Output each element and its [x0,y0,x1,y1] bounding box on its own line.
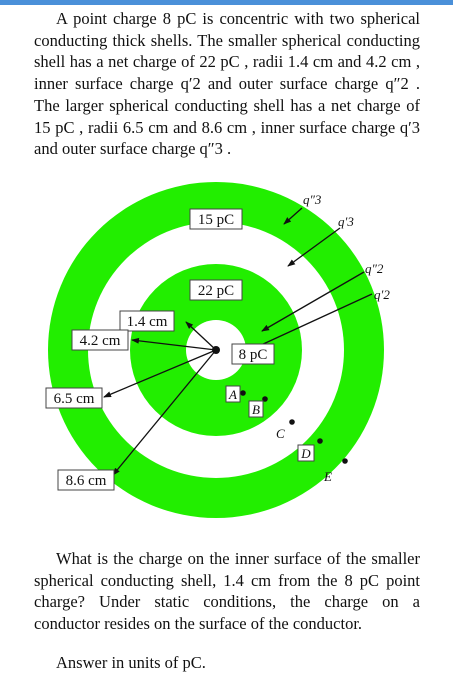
point-e-dot [342,458,348,464]
q3-outer-label: q″3 [303,192,322,207]
point-c-dot [289,419,295,425]
answer-units: Answer in units of pC. [56,653,206,672]
q2-outer-label: q″2 [365,261,384,276]
point-a-label: A [229,387,237,402]
inner-shell-charge-label: 22 pC [197,283,235,299]
point-e-label: E [324,469,332,484]
point-d-label: D [301,446,311,461]
outer-shell-charge-label: 15 pC [197,212,235,228]
q3-inner-label: q′3 [338,214,354,229]
r1-label: 1.4 cm [126,314,168,330]
point-b-label: B [252,402,260,417]
r3-label: 6.5 cm [53,391,95,407]
point-a-dot [240,390,246,396]
point-d-dot [317,438,323,444]
question-text: What is the charge on the inner surface of the smaller spherical conducting shell, 1.4 cm from the 8 pC point charge? Under static conditions, the charge on a conductor resides on the surface of the conductor. [34,549,420,634]
r4-label: 8.6 cm [65,473,107,489]
problem-intro: A point charge 8 pC is concentric with two spherical conducting thick shells. The smaller spherical conducting shell has a net charge of 22 pC , radii 1.4 cm and 4.2 cm , inner surface charge q′2 and outer surface charge q″2 . The larger spherical conducting shell has a net charge of 15 pC , radii 6.5 cm and 8.6 cm , inner surface charge q′3 and outer surface charge q″3 . [34,9,420,159]
r2-label: 4.2 cm [79,333,121,349]
point-c-label: C [276,426,285,441]
q2-inner-label: q′2 [374,287,390,302]
point-charge-label: 8 pC [238,347,268,363]
